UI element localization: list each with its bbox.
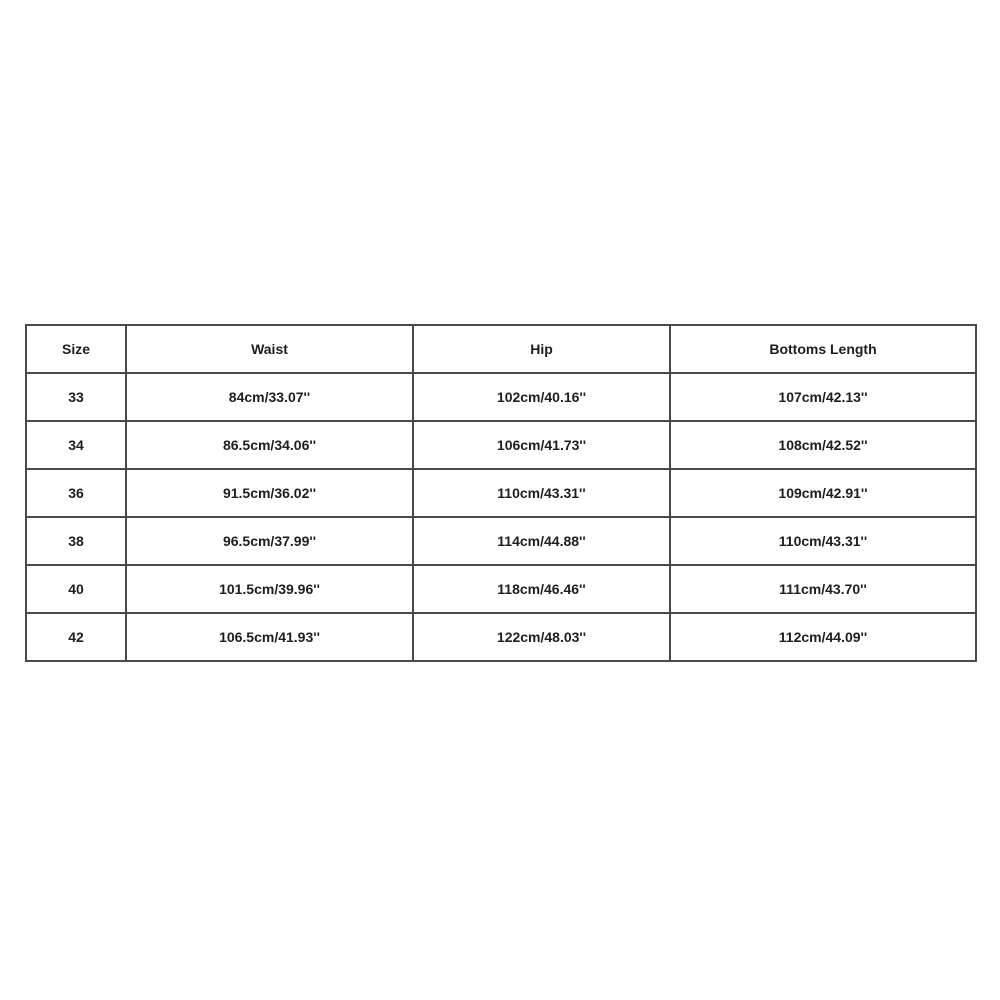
cell-waist: 101.5cm/39.96'' [126, 565, 413, 613]
cell-waist: 106.5cm/41.93'' [126, 613, 413, 661]
cell-size: 36 [26, 469, 126, 517]
cell-hip: 110cm/43.31'' [413, 469, 670, 517]
cell-hip: 106cm/41.73'' [413, 421, 670, 469]
cell-bottoms-length: 110cm/43.31'' [670, 517, 976, 565]
cell-hip: 114cm/44.88'' [413, 517, 670, 565]
cell-bottoms-length: 112cm/44.09'' [670, 613, 976, 661]
cell-bottoms-length: 107cm/42.13'' [670, 373, 976, 421]
cell-bottoms-length: 109cm/42.91'' [670, 469, 976, 517]
cell-bottoms-length: 111cm/43.70'' [670, 565, 976, 613]
cell-size: 42 [26, 613, 126, 661]
table-row [26, 373, 976, 421]
cell-waist: 96.5cm/37.99'' [126, 517, 413, 565]
header-hip: Hip [413, 325, 670, 373]
header-bottoms-length: Bottoms Length [670, 325, 976, 373]
header-size: Size [26, 325, 126, 373]
cell-bottoms-length: 108cm/42.52'' [670, 421, 976, 469]
table-row [26, 613, 976, 661]
header-row [26, 325, 976, 373]
cell-size: 33 [26, 373, 126, 421]
table-row [26, 421, 976, 469]
cell-hip: 118cm/46.46'' [413, 565, 670, 613]
table-row [26, 469, 976, 517]
cell-hip: 102cm/40.16'' [413, 373, 670, 421]
cell-waist: 91.5cm/36.02'' [126, 469, 413, 517]
cell-hip: 122cm/48.03'' [413, 613, 670, 661]
header-waist: Waist [126, 325, 413, 373]
table-row [26, 565, 976, 613]
cell-size: 34 [26, 421, 126, 469]
table-row [26, 517, 976, 565]
size-chart-table [25, 324, 977, 662]
cell-size: 38 [26, 517, 126, 565]
cell-size: 40 [26, 565, 126, 613]
cell-waist: 84cm/33.07'' [126, 373, 413, 421]
cell-waist: 86.5cm/34.06'' [126, 421, 413, 469]
